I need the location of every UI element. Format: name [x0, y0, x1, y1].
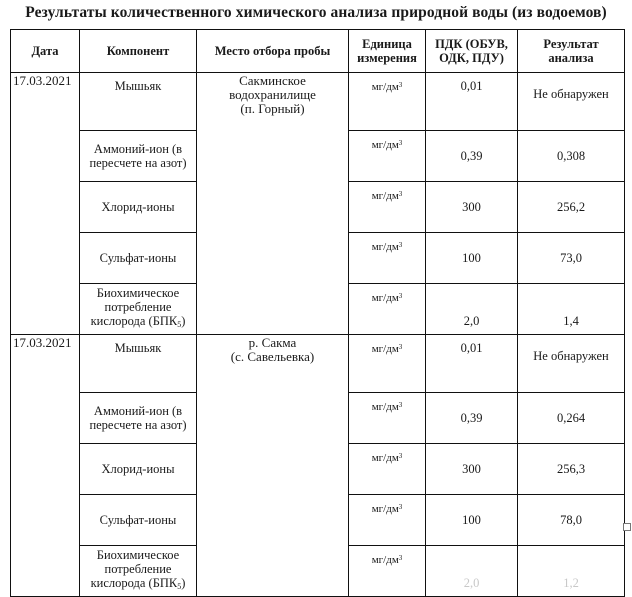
component-subscript: 5: [177, 320, 182, 329]
component-subscript: 5: [177, 582, 182, 591]
component-name: Сульфат-ионы: [99, 251, 177, 265]
result-value: Не обнаружен: [518, 335, 625, 393]
component-cell: [80, 284, 197, 335]
unit-base: мг/дм: [371, 554, 399, 566]
unit-base: мг/дм: [371, 241, 399, 253]
pdk-value: 100: [426, 495, 518, 546]
header-pdk: ПДК (ОБУВ, ОДК, ПДУ): [426, 30, 518, 73]
sample-date: 17.03.2021: [11, 335, 80, 597]
result-value: 256,3: [518, 444, 625, 495]
unit-base: мг/дм: [371, 190, 399, 202]
result-value: 1,4: [518, 284, 625, 335]
sampling-place-line: водохранилище: [229, 87, 316, 102]
component-name: Биохимическое потребление кислорода (БПК: [90, 548, 180, 590]
component-cell: [80, 335, 197, 393]
component-name: Хлорид-ионы: [101, 200, 175, 214]
sampling-place-line: (с. Савельевка): [230, 349, 315, 364]
sampling-place: [197, 335, 349, 597]
component-name: Мышьяк: [114, 341, 162, 355]
unit-cell: [349, 233, 426, 284]
unit-base: мг/дм: [371, 452, 399, 464]
header-place: Место отбора пробы: [197, 30, 349, 73]
pdk-value: 0,01: [426, 335, 518, 393]
component-tail: ): [181, 314, 186, 328]
unit-cell: [349, 73, 426, 131]
component-cell: [80, 73, 197, 131]
table-row: [11, 73, 625, 131]
pdk-value: 2,0: [426, 546, 518, 597]
component-cell: [80, 495, 197, 546]
pdk-value: 100: [426, 233, 518, 284]
unit-exponent: 3: [398, 554, 403, 562]
unit-cell: [349, 284, 426, 335]
header-date: Дата: [11, 30, 80, 73]
unit-base: мг/дм: [371, 139, 399, 151]
pdk-value: 300: [426, 444, 518, 495]
sampling-place-line: Сакминское: [239, 73, 306, 88]
component-cell: [80, 393, 197, 444]
component-name: Биохимическое потребление кислорода (БПК: [90, 286, 180, 328]
unit-base: мг/дм: [371, 292, 399, 304]
unit-exponent: 3: [398, 81, 403, 89]
pdk-value: 2,0: [426, 284, 518, 335]
result-value: 78,0: [518, 495, 625, 546]
result-value: Не обнаружен: [518, 73, 625, 131]
unit-exponent: 3: [398, 452, 403, 460]
component-name: Хлорид-ионы: [101, 462, 175, 476]
component-cell: [80, 131, 197, 182]
unit-exponent: 3: [398, 401, 403, 409]
component-tail: ): [181, 576, 186, 590]
table-header-row: [11, 30, 625, 73]
result-value: 256,2: [518, 182, 625, 233]
header-component: Компонент: [80, 30, 197, 73]
unit-exponent: 3: [398, 503, 403, 511]
component-cell: [80, 444, 197, 495]
sampling-place: [197, 73, 349, 335]
result-value: 1,2: [518, 546, 625, 597]
unit-cell: [349, 335, 426, 393]
unit-exponent: 3: [398, 190, 403, 198]
component-cell: [80, 233, 197, 284]
result-value: 0,264: [518, 393, 625, 444]
unit-cell: [349, 444, 426, 495]
result-value: 0,308: [518, 131, 625, 182]
pdk-value: 0,39: [426, 393, 518, 444]
component-name: Аммоний-ион (в пересчете на азот): [89, 142, 187, 170]
sample-date: 17.03.2021: [11, 73, 80, 335]
unit-cell: [349, 495, 426, 546]
pdk-value: 0,39: [426, 131, 518, 182]
document-title: Результаты количественного химического анализа природной воды (из водоемов): [25, 4, 607, 21]
analysis-table: [10, 29, 625, 597]
unit-base: мг/дм: [371, 401, 399, 413]
unit-exponent: 3: [398, 241, 403, 249]
sampling-place-line: (п. Горный): [240, 101, 305, 116]
component-cell: [80, 546, 197, 597]
component-cell: [80, 182, 197, 233]
pdk-value: 300: [426, 182, 518, 233]
table-row: [11, 335, 625, 393]
header-result: Результат анализа: [518, 30, 625, 73]
unit-exponent: 3: [398, 292, 403, 300]
unit-exponent: 3: [398, 139, 403, 147]
component-name: Мышьяк: [114, 79, 162, 93]
unit-base: мг/дм: [371, 81, 399, 93]
header-unit: Единица измерения: [349, 30, 426, 73]
unit-base: мг/дм: [371, 343, 399, 355]
unit-cell: [349, 546, 426, 597]
unit-cell: [349, 131, 426, 182]
pdk-value: 0,01: [426, 73, 518, 131]
result-value: 73,0: [518, 233, 625, 284]
unit-base: мг/дм: [371, 503, 399, 515]
unit-cell: [349, 393, 426, 444]
unit-cell: [349, 182, 426, 233]
unit-exponent: 3: [398, 343, 403, 351]
sampling-place-line: р. Сакма: [248, 335, 297, 350]
component-name: Аммоний-ион (в пересчете на азот): [89, 404, 187, 432]
component-name: Сульфат-ионы: [99, 513, 177, 527]
resize-handle: [623, 523, 631, 531]
